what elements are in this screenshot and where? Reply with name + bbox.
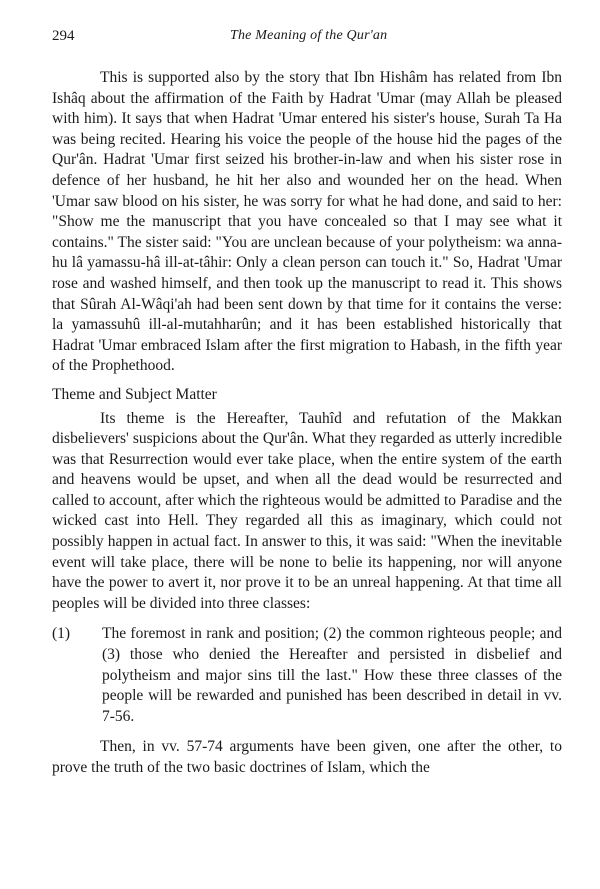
paragraph-umar-story: This is supported also by the story that Ibn Hishâm has related from Ibn Ishâq about the affirmation of the Faith by Hadrat 'Umar (may Allah be pleased with him). It says that when Hadrat 'Umar entered his sister's house, Surah Ta Ha was being recited. Hearing his voice the people of the house hid the pages of the Qur'ân. Hadrat 'Umar first seized his brother-in-law and when his sister rose in defence of her husband, he hit her also and wounded her on the head. When 'Umar saw blood on his sister, he was sorry for what he had done, and said to her: "Show me the manuscript that you have concealed so that I may see what it contains." The sister said: "You are unclean because of your polytheism: wa anna-hu lâ yamassu-hâ ill-at-tâhir: Only a clean person can touch it." So, Hadrat 'Umar rose and washed himself, and then took up the manuscript to read it. This shows that Sûrah Al-Wâqi'ah had been sent down by that time for it contains the verse: la yamassuhû ill-al-mutahharûn; and it has been established historically that Hadrat 'Umar embraced Islam after the first migration to Habash, in the fifth year of the Prophethood. xyxy=(52,69,562,375)
document-page xyxy=(52,22,562,779)
list-text: The foremost in rank and position; (2) the common righteous people; and (3) those who denied the Hereafter and persisted in disbelief and polytheism and major sins till the last." How these three classes of the people will be rewarded and punished has been described in detail in vv. 7-56. xyxy=(102,625,562,725)
section-heading: Theme and Subject Matter xyxy=(52,385,217,403)
page-number: 294 xyxy=(52,28,75,44)
paragraph-theme: Its theme is the Hereafter, Tauhîd and refutation of the Makkan disbelievers' suspicions about the Qur'ân. What they regarded as utterly incredible was that Resurrection would ever take place, when the entire system of the earth and heavens would be upset, and when all the dead would be resurrected and called to account, after which the righteous would be admitted to Paradise and the wicked cast into Hell. They regarded all this as imaginary, which could not possibly happen in actual fact. In answer to this, it was said: "When the inevitable event will take place, there will be none to belie its happening, nor will anyone have the power to avert it, nor prove it to be an unreal happening. At that time all peoples will be divided into three classes: xyxy=(52,409,562,612)
paragraph-arguments: Then, in vv. 57-74 arguments have been given, one after the other, to prove the truth of the two basic doctrines of Islam, which the xyxy=(52,738,562,776)
list-marker: (1) xyxy=(52,625,71,643)
running-title: The Meaning of the Qur'an xyxy=(230,28,388,43)
list-item xyxy=(52,624,562,727)
page-header xyxy=(52,22,562,46)
